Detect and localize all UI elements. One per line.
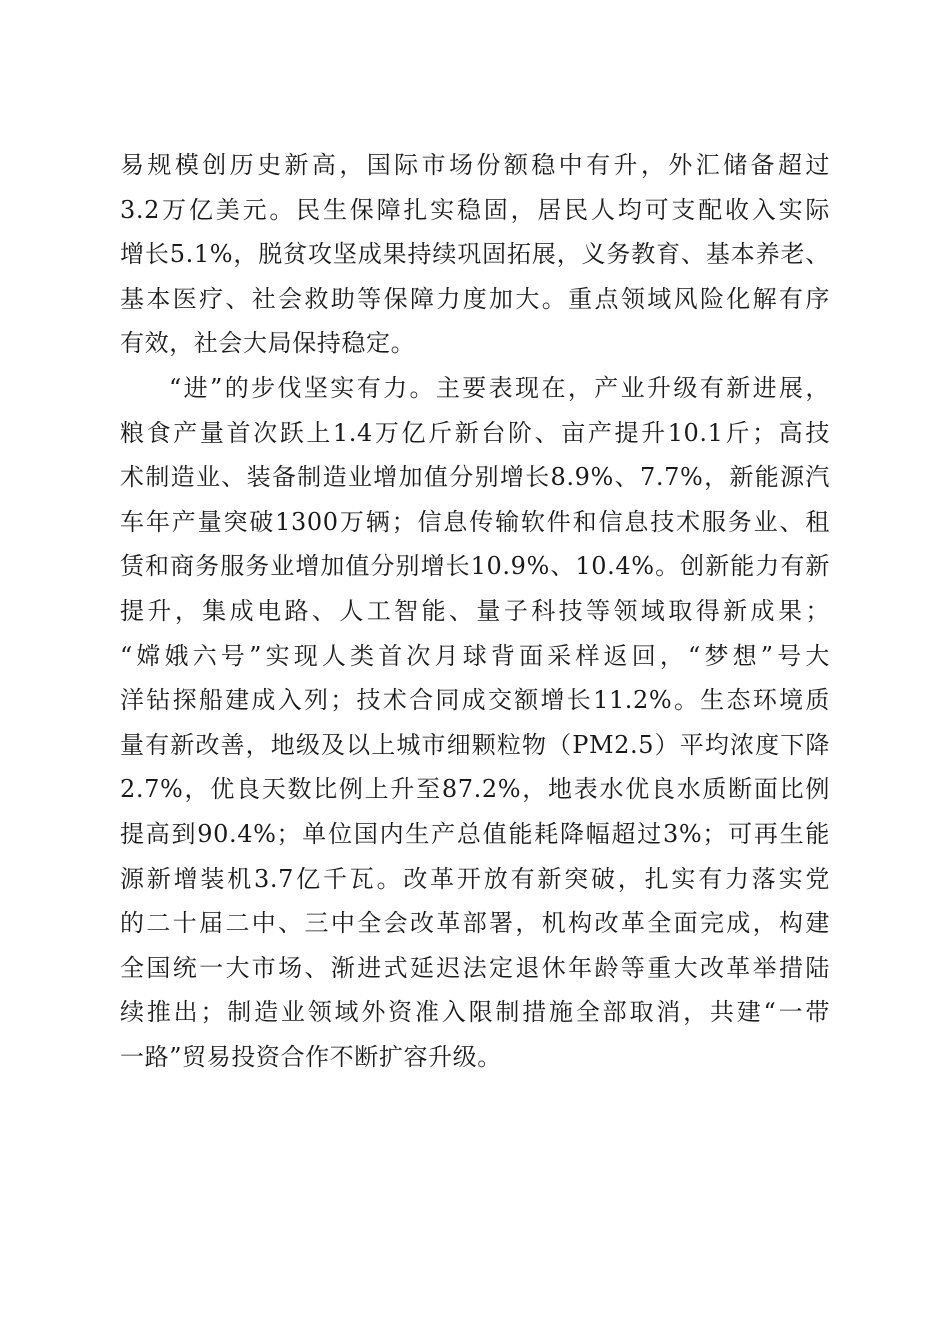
text-line: “嫦娥六号”实现人类首次月球背面采样返回，“梦想”号大 [120,641,830,670]
text-line: “进”的步伐坚实有力。主要表现在，产业升级有新进展， [169,373,830,402]
text-line: 易规模创历史新高，国际市场份额稳中有升，外汇储备超过 [120,151,830,179]
text-line: 提高到90.4%；单位国内生产总值能耗降幅超过3%；可再生能 [120,819,830,848]
text-line: 洋钻探船建成入列；技术合同成交额增长11.2%。生态环境质 [120,686,830,715]
text-line: 车年产量突破1300万辆；信息传输软件和信息技术服务业、租 [120,507,830,536]
text-line: 基本医疗、社会救助等保障力度加大。重点领域风险化解有序 [120,284,830,313]
paragraph [120,143,830,366]
body-text [120,143,830,1079]
text-line: 续推出；制造业领域外资准入限制措施全部取消，共建“一带 [120,998,830,1027]
text-line: 一路”贸易投资合作不断扩容升级。 [120,1042,502,1071]
text-line: 2.7%，优良天数比例上升至87.2%，地表水优良水质断面比例 [120,775,830,804]
text-line: 提升，集成电路、人工智能、量子科技等领域取得新成果； [120,596,830,625]
text-line: 术制造业、装备制造业增加值分别增长8.9%、7.7%，新能源汽 [120,463,830,492]
paragraph [120,366,830,1080]
text-line: 赁和商务服务业增加值分别增长10.9%、10.4%。创新能力有新 [120,552,830,581]
text-line: 粮食产量首次跃上1.4万亿斤新台阶、亩产提升10.1斤；高技 [120,418,830,447]
text-line: 有效，社会大局保持稳定。 [120,329,416,358]
text-line: 增长5.1%，脱贫攻坚成果持续巩固拓展，义务教育、基本养老、 [120,240,830,269]
text-line: 全国统一大市场、渐进式延迟法定退休年龄等重大改革举措陆 [120,953,830,982]
text-line: 源新增装机3.7亿千瓦。改革开放有新突破，扎实有力落实党 [120,864,830,893]
text-line: 3.2万亿美元。民生保障扎实稳固，居民人均可支配收入实际 [120,195,830,224]
text-line: 的二十届二中、三中全会改革部署，机构改革全面完成，构建 [120,909,830,938]
text-line: 量有新改善，地级及以上城市细颗粒物（PM2.5）平均浓度下降 [120,730,830,759]
